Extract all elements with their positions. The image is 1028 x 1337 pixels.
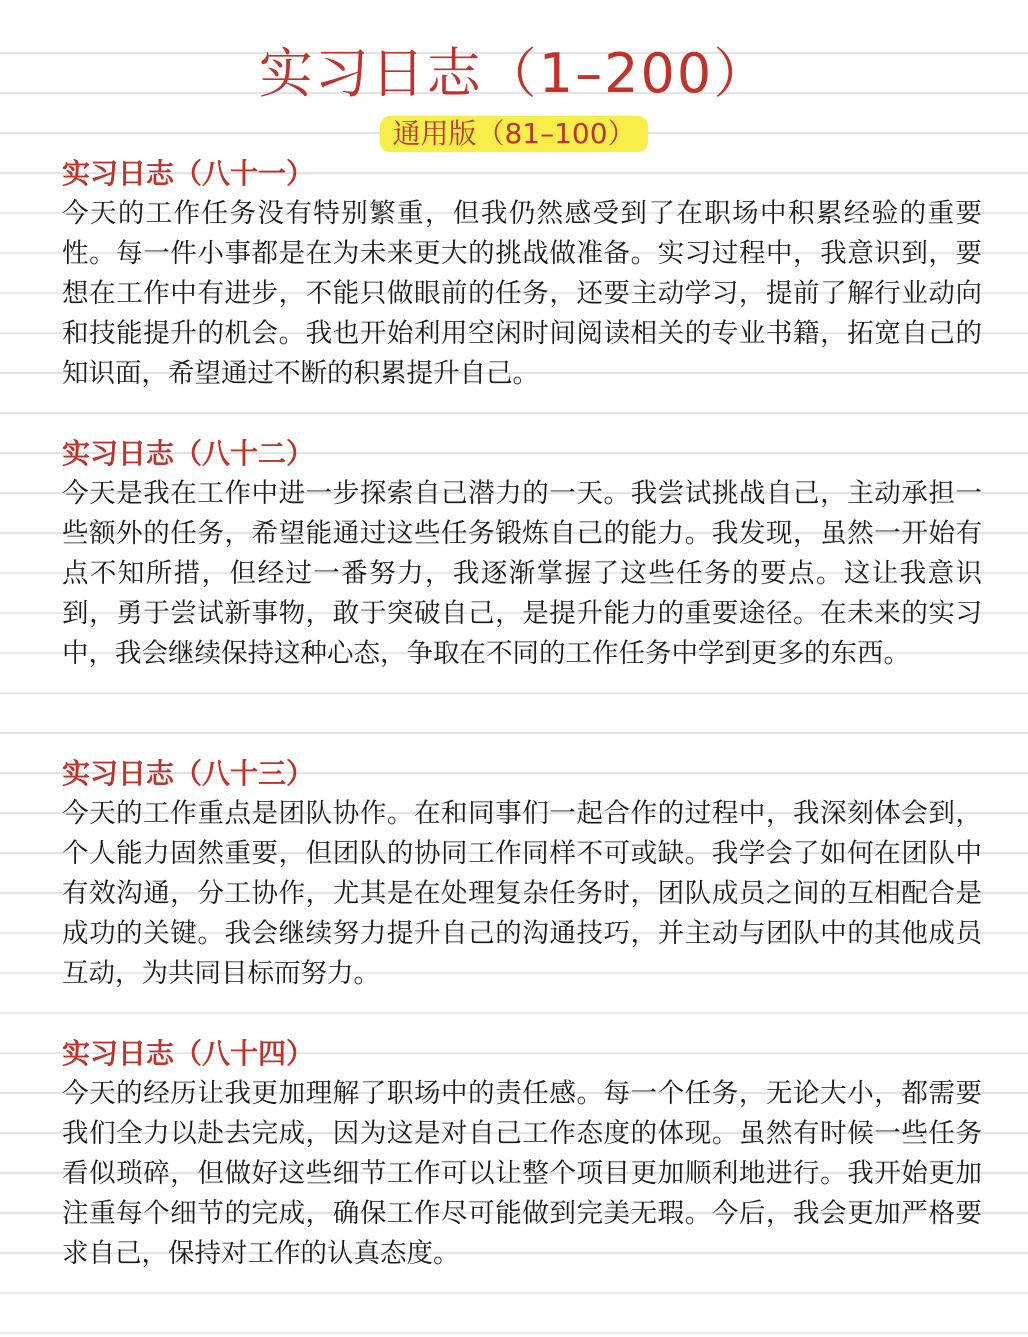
log-entry-81	[62, 154, 982, 394]
entry-title: 实习日志（八十一）	[62, 157, 315, 190]
entry-title: 实习日志（八十二）	[62, 437, 315, 470]
log-entry-84	[62, 1034, 982, 1274]
entry-title: 实习日志（八十四）	[62, 1037, 315, 1070]
entry-body: 今天的工作重点是团队协作。在和同事们一起合作的过程中，我深刻体会到，个人能力固然重要，但团队的协同工作同样不可或缺。我学会了如何在团队中有效沟通，分工协作，尤其是在处理复杂任务时，团队成员之间的互相配合是成功的关键。我会继续努力提升自己的沟通技巧，并主动与团队中的其他成员互动，为共同目标而努力。	[62, 798, 982, 989]
entry-title: 实习日志（八十三）	[62, 757, 315, 790]
page-title: 实习日志（1–200）	[258, 42, 770, 105]
entry-body: 今天的工作任务没有特别繁重，但我仍然感受到了在职场中积累经验的重要性。每一件小事都是在为未来更大的挑战做准备。实习过程中，我意识到，要想在工作中有进步，不能只做眼前的任务，还要主动学习，提前了解行业动向和技能提升的机会。我也开始利用空闲时间阅读相关的专业书籍，拓宽自己的知识面，希望通过不断的积累提升自己。	[62, 198, 982, 389]
entry-body: 今天是我在工作中进一步探索自己潜力的一天。我尝试挑战自己，主动承担一些额外的任务，希望能通过这些任务锻炼自己的能力。我发现，虽然一开始有点不知所措，但经过一番努力，我逐渐掌握了这些任务的要点。这让我意识到，勇于尝试新事物，敢于突破自己，是提升能力的重要途径。在未来的实习中，我会继续保持这种心态，争取在不同的工作任务中学到更多的东西。	[62, 478, 982, 669]
subtitle-highlight: 通用版（81–100）	[380, 116, 647, 152]
log-entry-82	[62, 434, 982, 674]
log-entry-83	[62, 754, 982, 994]
entry-body: 今天的经历让我更加理解了职场中的责任感。每一个任务，无论大小，都需要我们全力以赴去完成，因为这是对自己工作态度的体现。虽然有时候一些任务看似琐碎，但做好这些细节工作可以让整个项目更加顺利地进行。我开始更加注重每个细节的完成，确保工作尽可能做到完美无瑕。今后，我会更加严格要求自己，保持对工作的认真态度。	[62, 1078, 982, 1269]
subtitle-container	[0, 116, 1028, 152]
